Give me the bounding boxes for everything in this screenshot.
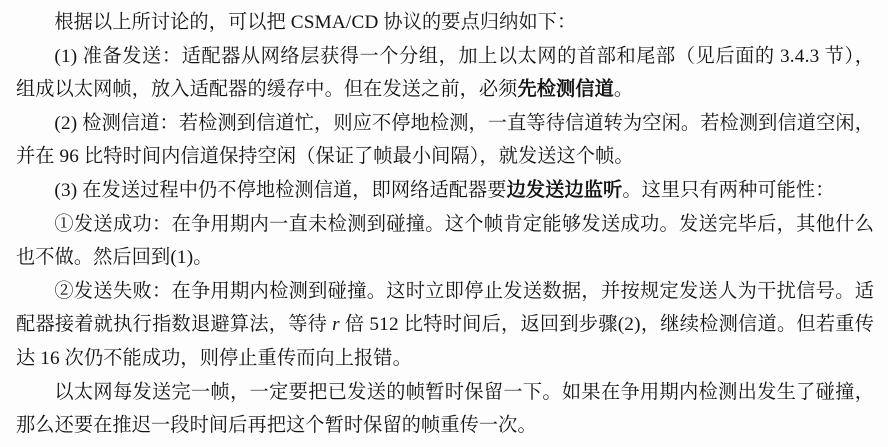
text-run: (3) <box>54 179 78 201</box>
text-run: 边发送边监听 <box>506 179 623 201</box>
text-run: 倍 <box>339 314 370 336</box>
text-run: 根据以上所讨论的，可以把 <box>54 12 291 33</box>
text-run: r <box>332 314 340 336</box>
paragraph-step-1 <box>16 40 874 107</box>
text-run: 准备发送：适配器从网络层获得一个分组，加上以太网的首部和尾部（见后面的 <box>77 45 781 67</box>
paragraph-step-3 <box>16 174 874 208</box>
text-run: 比特时间后，返回到步骤 <box>398 314 618 336</box>
text-run: (2) <box>54 112 78 134</box>
text-run: (1) <box>170 247 194 269</box>
text-run: 3.4.3 <box>780 45 820 67</box>
text-run: 检测信道：若检测到信道忙，则应不停地检测，一直等待信道转为空闲。若检测到信道空闲，并在 <box>16 112 874 168</box>
text-run: ①发送成功：在争用期内一直未检测到碰撞。这个帧肯定能够发送成功。发送完毕后，其他什么也不做。然后回到 <box>16 213 874 269</box>
text-run: CSMA/CD <box>290 12 379 33</box>
paragraph-case-1 <box>16 208 874 275</box>
document-body <box>16 6 874 443</box>
text-run: ②发送失败：在争用期内检测到碰撞。这时立即停止发送数据，并按规定发送人为干扰信号。适配器接着就执行指数退避算法，等待 <box>16 280 874 336</box>
paragraph-closing <box>16 376 874 443</box>
text-run: 以太网每发送完一帧，一定要把已发送的帧暂时保留一下。如果在争用期内检测出发生了碰撞，那么还要在推迟一段时间后再把这个暂时保留的帧重传一次。 <box>16 381 874 437</box>
text-run: 。这里只有两种可能性： <box>622 179 835 201</box>
text-run: (1) <box>54 45 78 67</box>
text-run: 次仍不能成功，则停止重传而向上报错。 <box>59 347 412 369</box>
paragraph-case-2 <box>16 275 874 376</box>
text-run: (2) <box>617 314 641 336</box>
text-run: 。 <box>613 79 634 101</box>
text-run: 512 <box>369 314 399 336</box>
text-run: 16 <box>40 347 60 369</box>
text-run: 96 <box>59 146 80 168</box>
text-run: ，继续检测信道。但若重传达 <box>16 314 875 369</box>
paragraph-intro <box>16 6 874 40</box>
text-run: 协议的要点归纳如下： <box>378 12 577 33</box>
text-run: 比特时间内信道保持空闲（保证了帧最小间隔），就发送这个帧。 <box>79 146 634 168</box>
text-run: 先检测信道 <box>517 79 614 101</box>
paragraph-step-2 <box>16 107 874 174</box>
text-run: 在发送过程中仍不停地检测信道，即网络适配器要 <box>77 179 507 201</box>
text-run: 。 <box>193 247 213 269</box>
text-run: 节），组成以太网帧，放入适配器的缓存中。但在发送之前，必须 <box>16 45 874 101</box>
